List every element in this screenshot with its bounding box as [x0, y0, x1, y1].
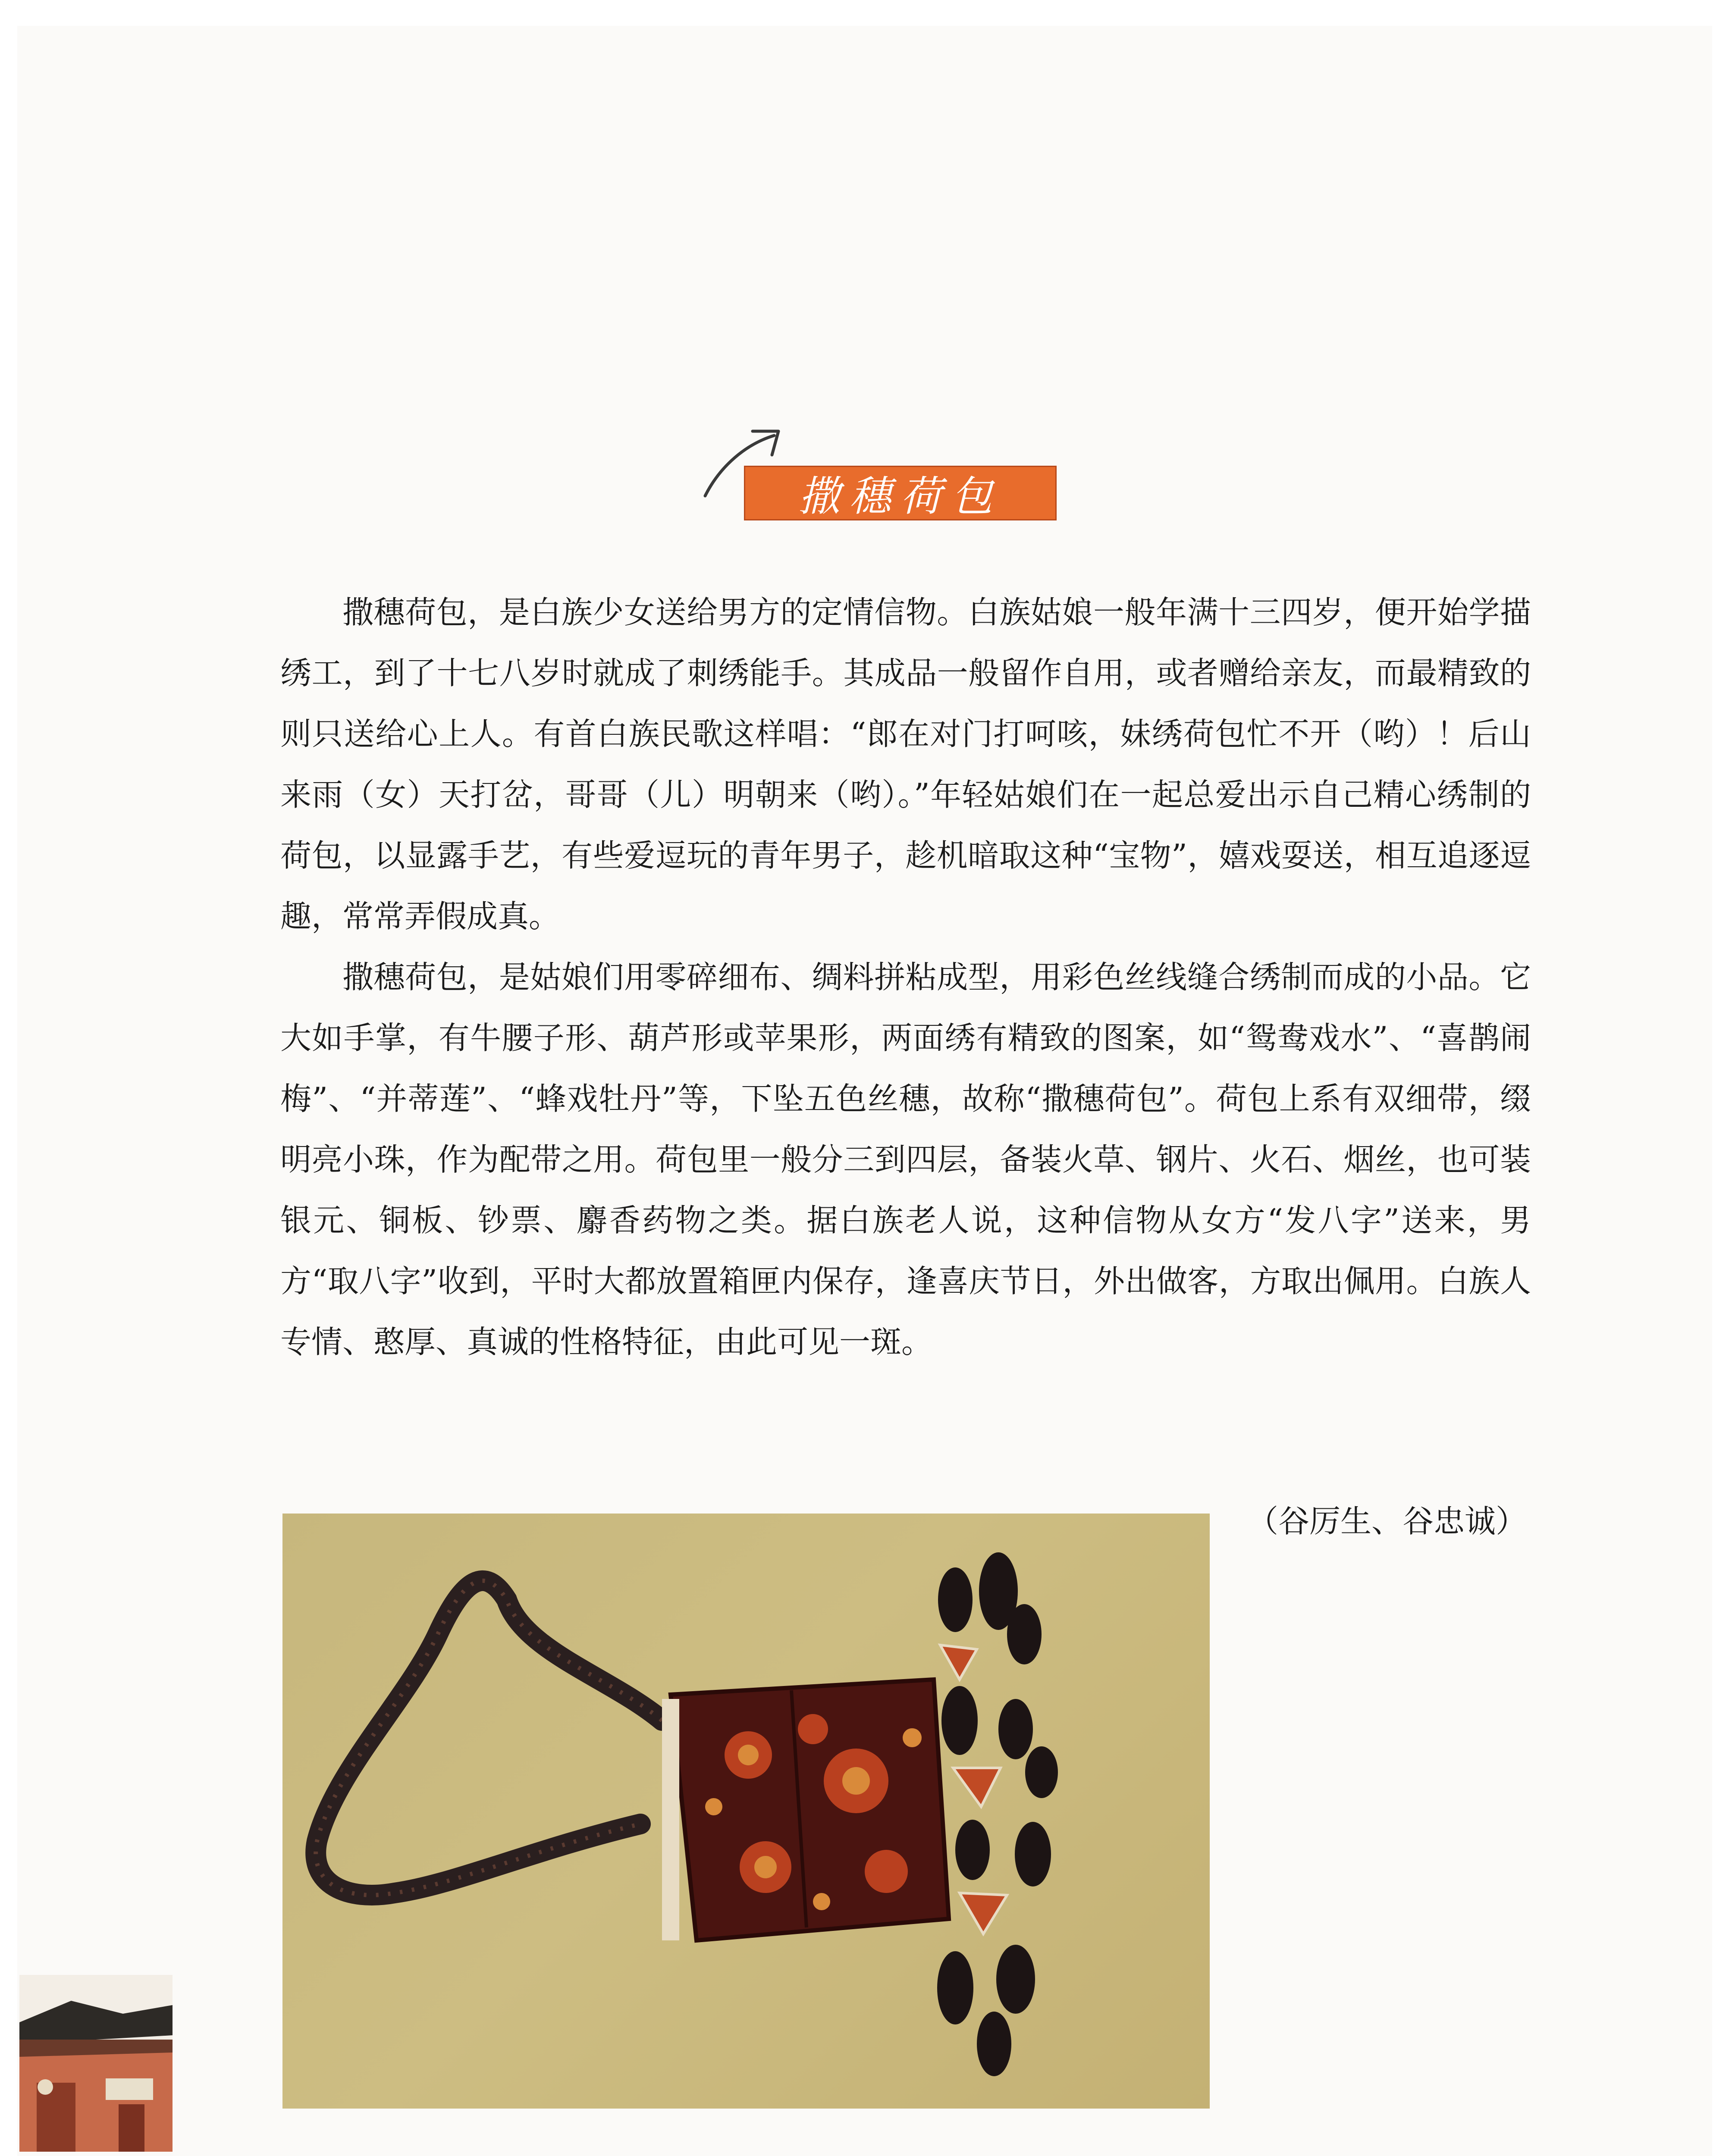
temple-thumbnail: [19, 1975, 173, 2152]
paragraph-1: 撒穗荷包，是白族少女送给男方的定情信物。白族姑娘一般年满十三四岁，便开始学描绣工，到了十七八岁时就成了刺绣能手。其成品一般留作自用，或者赠给亲友，而最精致的则只送给心上人。有首白族民歌这样唱：“郎在对门打呵咳，妹绣荷包忙不开（哟）！后山来雨（女）天打岔，哥哥（儿）明朝来（哟）。”年轻姑娘们在一起总爱出示自己精心绣制的荷包，以显露手艺，有些爱逗玩的青年男子，趁机暗取这种“宝物”，嬉戏耍送，相互追逐逗趣，常常弄假成真。: [280, 594, 1531, 934]
book-title: [22, 2154, 177, 2156]
section-title-box: [744, 466, 1057, 520]
section-title: 撒穗荷包: [798, 472, 1002, 520]
article-body: [280, 582, 1531, 1373]
pouch-illustration: [282, 1514, 1210, 2109]
author-credit: （谷厉生、谷忠诚）: [1247, 1503, 1527, 1539]
embroidered-pouch-photo: [282, 1514, 1210, 2109]
paragraph-2: 撒穗荷包，是姑娘们用零碎细布、绸料拼粘成型，用彩色丝线缝合绣制而成的小品。它大如手掌，有牛腰子形、葫芦形或苹果形，两面绣有精致的图案，如“鸳鸯戏水”、“喜鹊闹梅”、“并蒂莲”、“蜂戏牡丹”等，下坠五色丝穗，故称“撒穗荷包”。荷包上系有双细带，缀明亮小珠，作为配带之用。荷包里一般分三到四层，备装火草、钢片、火石、烟丝，也可装银元、铜板、钞票、麝香药物之类。据白族老人说，这种信物从女方“发八字”送来，男方“取八字”收到，平时大都放置箱匣内保存，逢喜庆节日，外出做客，方取出佩用。白族人专情、憨厚、真诚的性格特征，由此可见一斑。: [280, 959, 1531, 1360]
